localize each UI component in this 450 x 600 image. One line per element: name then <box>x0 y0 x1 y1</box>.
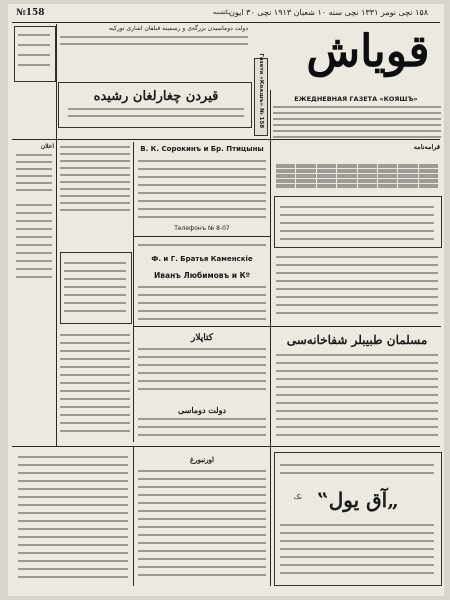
left-col-heading: اعلان <box>40 143 54 150</box>
paper-name-ru: ЕЖЕДНЕВНАЯ ГАЗЕТА «КОЯШЪ» <box>294 95 418 103</box>
date-line: ۱۵۸ نچی نومر ۱۳۳۱ نچی سنه ۱۰ شعبان ۱۹۱۳ نچی ۳۰ ایون <box>229 8 428 17</box>
telephone: Телефонъ № 8-07 <box>174 225 230 232</box>
doctor-clinic-title: مسلمان طبیبلر شفاخانه‌سی <box>286 333 428 347</box>
issue-number: №158 <box>16 8 45 18</box>
newspaper-page <box>8 4 444 596</box>
rashida-title: قیردن چغارلغان رشیده <box>93 89 219 104</box>
ak-yul-title: „آق یول‟ <box>317 488 399 512</box>
lyubimov-title: Иванъ Любимовъ и Кº <box>153 271 251 280</box>
right-col-heading: قرامه‌نامه <box>413 143 440 151</box>
masthead-title: قویاش <box>306 26 430 77</box>
ak-yul-suffix: نک <box>293 493 302 501</box>
header-notice: دولت دوماسیدن بزرگه‌ی و رسمینه قبلقان اشاری تورکیه <box>108 25 248 32</box>
kamenskie-title: Ф. и Г. Братья Каменскіе <box>151 255 253 263</box>
sorokin-title: В. К. Сорокинъ и Бр. Птицыны <box>140 145 264 153</box>
top-rule <box>12 22 440 23</box>
dawlat-duma-heading: دولت دوماسی <box>177 405 227 415</box>
orenburg-heading: اورنبورغ <box>190 455 214 464</box>
calendar-grid <box>276 164 438 188</box>
weekday: یکشنبه <box>213 9 231 16</box>
kitaplar-heading: کتاپلار <box>191 333 213 343</box>
paper-stamp-text: Газета «Коѧшъ» № 158 <box>257 53 264 129</box>
